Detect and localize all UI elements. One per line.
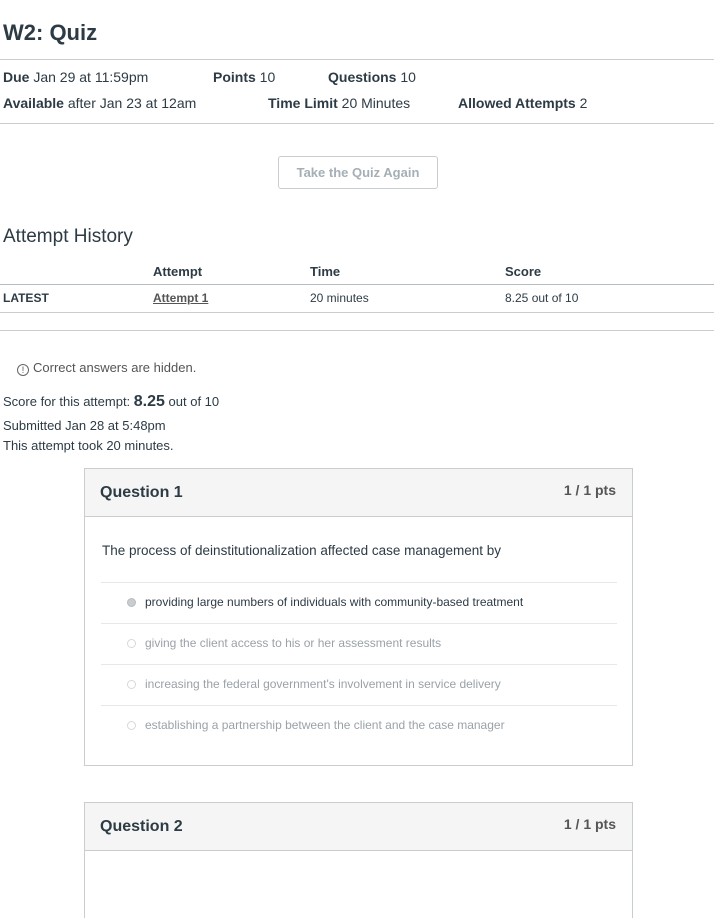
answer-option[interactable] bbox=[101, 664, 617, 705]
table-header-divider bbox=[0, 284, 714, 285]
page-title: W2: Quiz bbox=[3, 20, 98, 45]
question-points: 1 / 1 pts bbox=[563, 482, 616, 498]
answer-label: providing large numbers of individuals with community-based treatment bbox=[145, 595, 524, 609]
due-info: Due Jan 29 at 11:59pm bbox=[3, 69, 149, 85]
radio-selected-icon[interactable] bbox=[127, 598, 136, 607]
answer-option[interactable] bbox=[101, 705, 617, 746]
question-card bbox=[84, 802, 633, 918]
answer-label: giving the client access to his or her assessment results bbox=[145, 636, 442, 650]
duration-line: This attempt took 20 minutes. bbox=[3, 438, 174, 453]
allowed-attempts-info: Allowed Attempts 2 bbox=[458, 95, 588, 111]
divider bbox=[0, 330, 714, 331]
question-points: 1 / 1 pts bbox=[563, 816, 616, 832]
answer-option[interactable] bbox=[101, 582, 617, 623]
question-header bbox=[85, 469, 632, 517]
question-header bbox=[85, 803, 632, 851]
question-title: Question 2 bbox=[100, 818, 183, 835]
time-limit-info: Time Limit 20 Minutes bbox=[268, 95, 411, 111]
correct-answers-hidden-note: ! Correct answers are hidden. bbox=[17, 360, 196, 376]
attempt-score: 8.25 out of 10 bbox=[505, 291, 579, 305]
take-quiz-again-button[interactable]: Take the Quiz Again bbox=[278, 156, 438, 189]
question-text: The process of deinstitutionalization affected case management by bbox=[102, 543, 501, 558]
answer-option[interactable] bbox=[101, 623, 617, 664]
divider bbox=[0, 312, 714, 313]
attempt-score-value: 8.25 bbox=[133, 393, 165, 410]
question-title: Question 1 bbox=[100, 484, 183, 501]
attempt-time: 20 minutes bbox=[310, 291, 369, 305]
divider bbox=[0, 59, 714, 60]
radio-icon[interactable] bbox=[127, 639, 136, 648]
latest-tag: LATEST bbox=[3, 291, 49, 305]
questions-info: Questions 10 bbox=[328, 69, 416, 85]
answer-label: increasing the federal government's involvement in service delivery bbox=[145, 677, 501, 691]
available-info: Available after Jan 23 at 12am bbox=[3, 95, 197, 111]
attempt-score-line: Score for this attempt: 8.25 out of 10 bbox=[3, 393, 220, 410]
column-header-attempt: Attempt bbox=[153, 264, 203, 279]
attempt-link[interactable]: Attempt 1 bbox=[153, 291, 209, 305]
radio-icon[interactable] bbox=[127, 721, 136, 730]
points-info: Points 10 bbox=[213, 69, 276, 85]
column-header-score: Score bbox=[505, 264, 542, 279]
column-header-time: Time bbox=[310, 264, 341, 279]
divider bbox=[0, 123, 714, 124]
radio-icon[interactable] bbox=[127, 680, 136, 689]
info-icon: ! bbox=[17, 364, 29, 376]
submitted-line: Submitted Jan 28 at 5:48pm bbox=[3, 418, 166, 433]
question-card bbox=[84, 468, 633, 766]
answer-label: establishing a partnership between the client and the case manager bbox=[145, 718, 505, 732]
attempt-history-title: Attempt History bbox=[3, 226, 133, 247]
